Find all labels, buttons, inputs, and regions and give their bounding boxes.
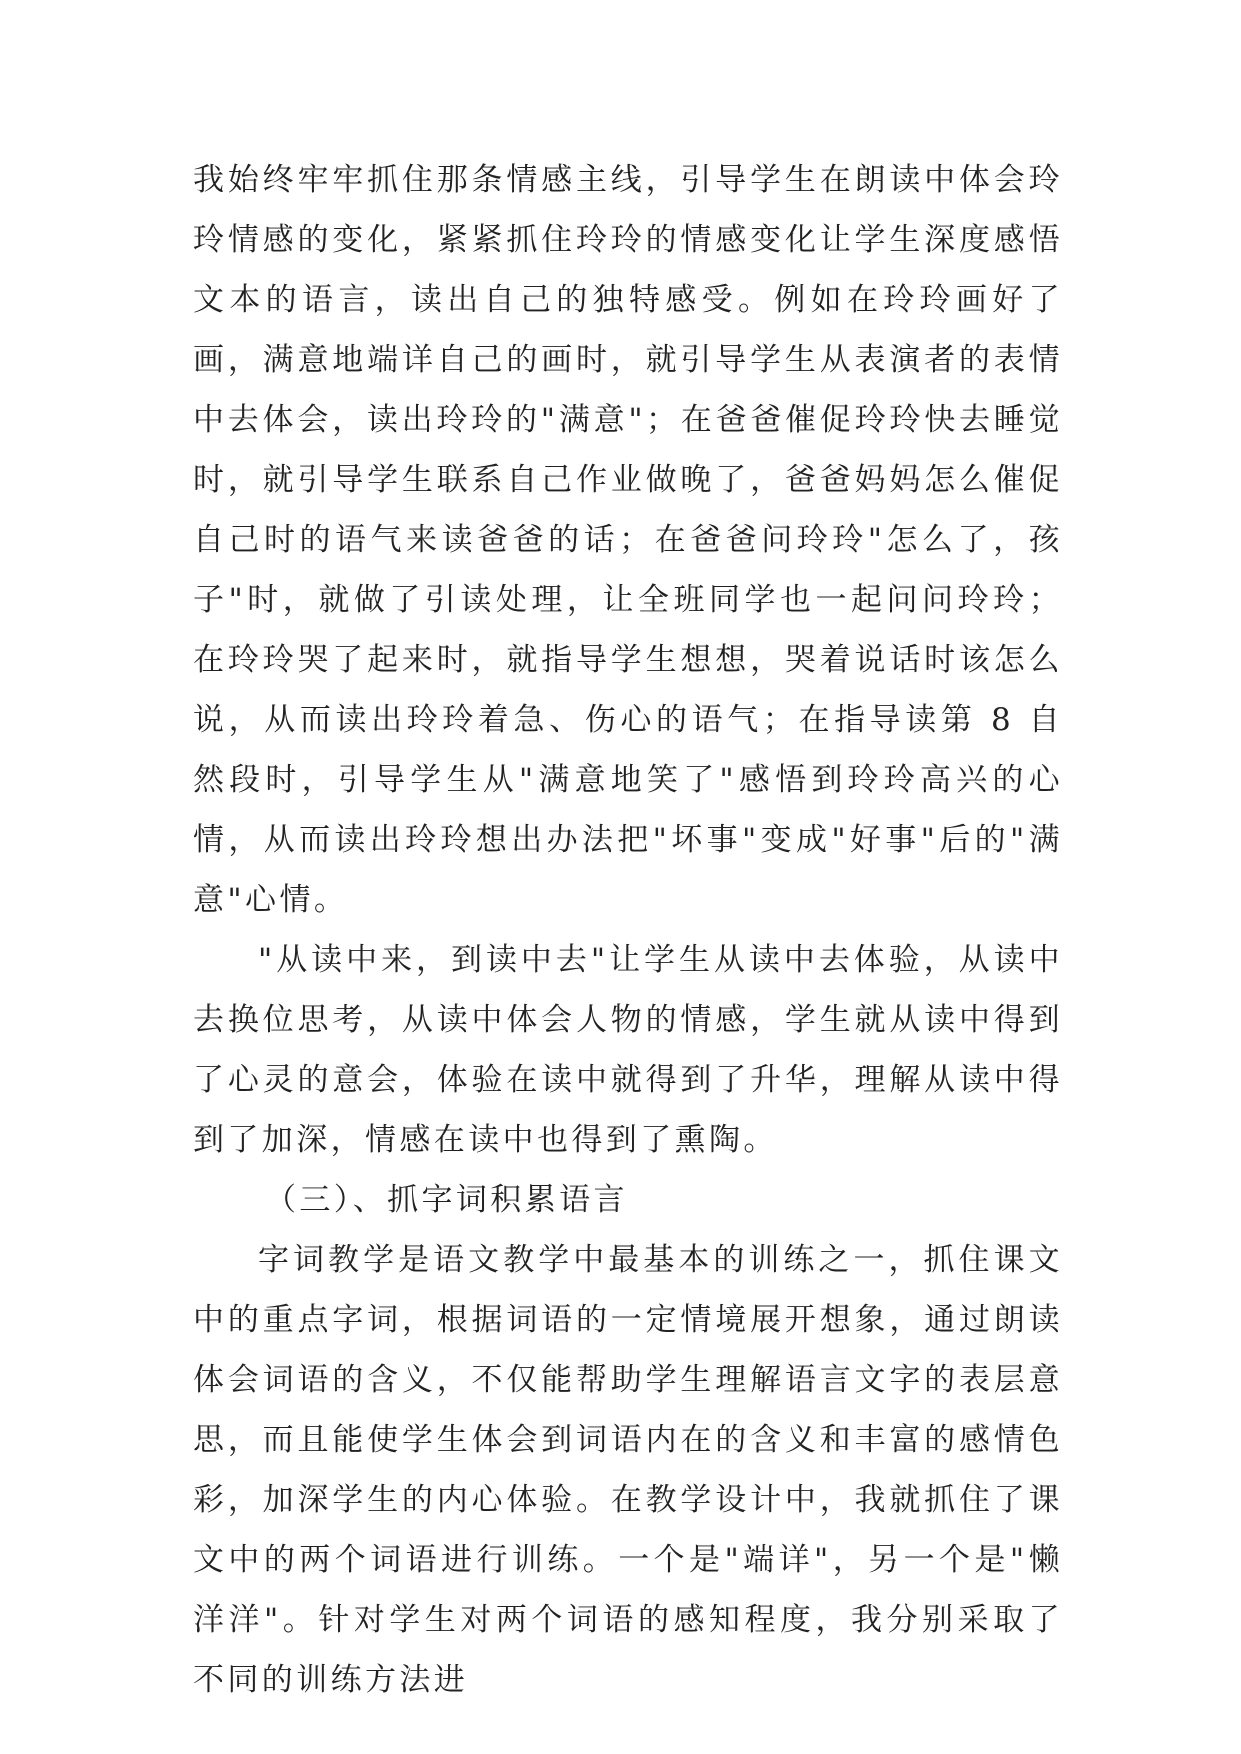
paragraph-read-practice: "从读中来，到读中去"让学生从读中去体验，从读中去换位思考，从读中体会人物的情感，学生就从读中得到了心灵的意会，体验在读中就得到了升华，理解从读中得到了加深，情感在读中也得到了熏陶。: [193, 942, 1063, 1158]
paragraph-continued: 我始终牢牢抓住那条情感主线，引导学生在朗读中体会玲玲情感的变化，紧紧抓住玲玲的情感变化让学生深度感悟文本的语言，读出自己的独特感受。例如在玲玲画好了画，满意地端详自己的画时，就引导学生从表演者的表情中去体会，读出玲玲的"满意"；在爸爸催促玲玲快去睡觉时，就引导学生联系自己作业做晚了，爸爸妈妈怎么催促自己时的语气来读爸爸的话；在爸爸问玲玲"怎么了，孩子"时，就做了引读处理，让全班同学也一起问问玲玲；在玲玲哭了起来时，就指导学生想想，哭着说话时该怎么说，从而读出玲玲着急、伤心的语气；在指导读第 8 自然段时，引导学生从"满意地笑了"感悟到玲玲高兴的心情，从而读出玲玲想出办法把"坏事"变成"好事"后的"满意"心情。: [193, 162, 1063, 918]
section-heading: （三）、抓字词积累语言: [265, 1182, 628, 1218]
paragraph-word-teaching: 字词教学是语文教学中最基本的训练之一，抓住课文中的重点字词，根据词语的一定情境展开想象，通过朗读体会词语的含义，不仅能帮助学生理解语言文字的表层意思，而且能使学生体会到词语内在的含义和丰富的感情色彩，加深学生的内心体验。在教学设计中，我就抓住了课文中的两个词语进行训练。一个是"端详"，另一个是"懒洋洋"。针对学生对两个词语的感知程度，我分别采取了不同的训练方法进: [193, 1242, 1063, 1698]
document-body: [193, 150, 1063, 1710]
